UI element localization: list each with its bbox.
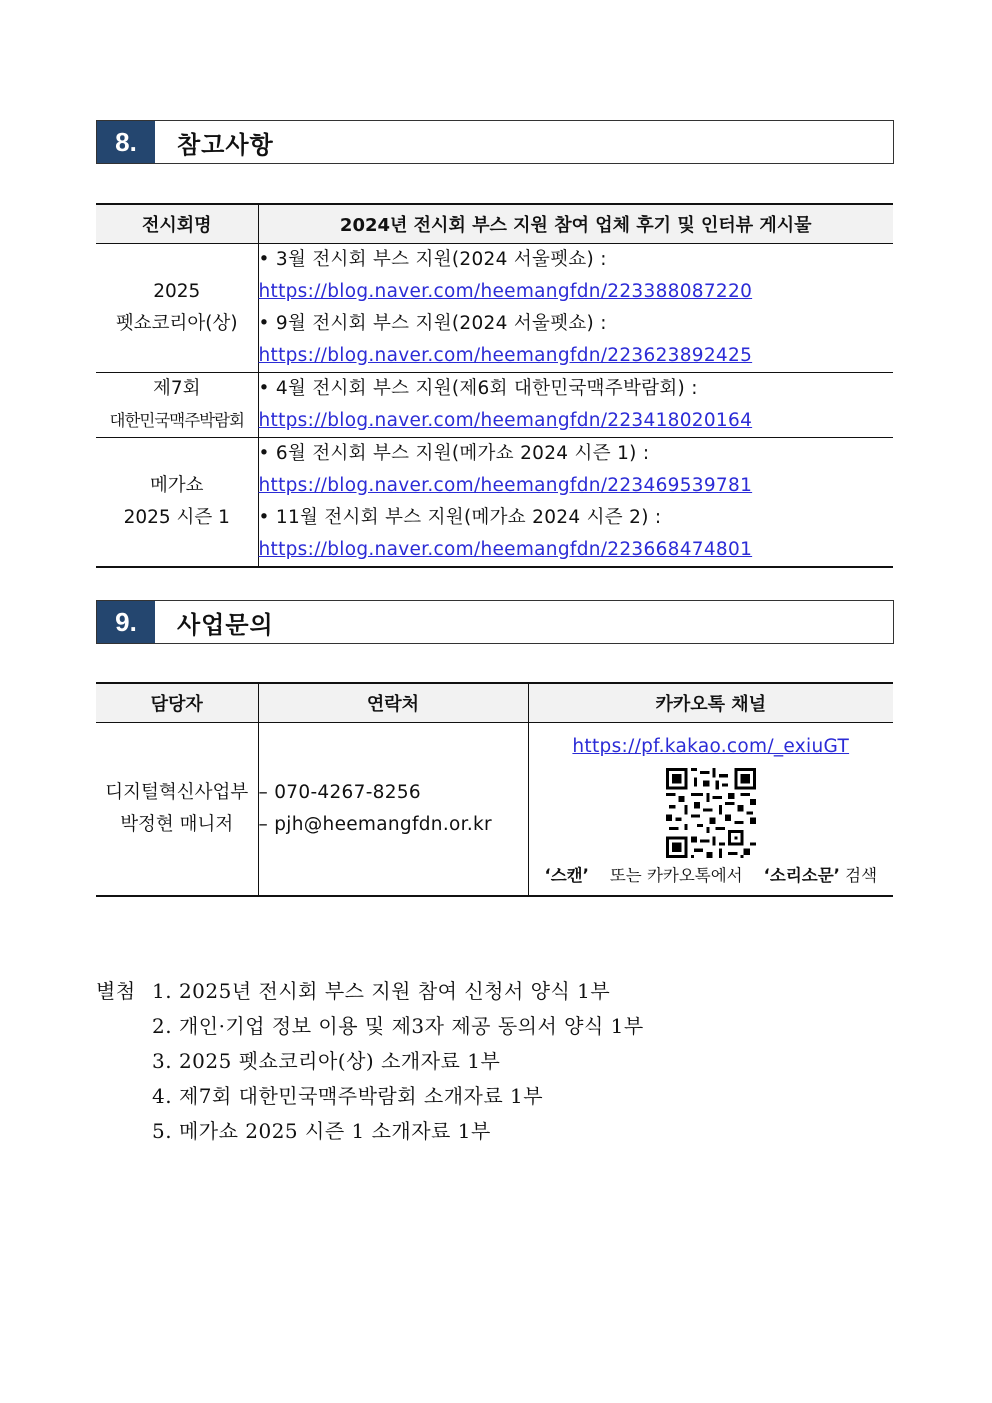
blog-link[interactable]: https://blog.naver.com/heemangfdn/223469539781 xyxy=(258,475,753,496)
table-header-row xyxy=(96,683,893,723)
scan-middle-text: 또는 카카오톡에서 xyxy=(609,865,743,885)
attachment-item xyxy=(96,974,644,1009)
attachment-item xyxy=(96,1114,644,1149)
section-8-number: 8. xyxy=(97,121,155,163)
reference-table xyxy=(96,203,893,568)
exhibition-name-line: 메가쇼 xyxy=(149,475,204,496)
posts-cell xyxy=(258,244,893,373)
header-kakao-channel: 카카오톡 채널 xyxy=(528,683,893,723)
exhibition-name-line: 제7회 xyxy=(152,378,201,399)
kakao-channel-link[interactable]: https://pf.kakao.com/_exiuGT xyxy=(572,735,850,757)
qr-code-icon[interactable] xyxy=(666,768,756,858)
header-posts: 2024년 전시회 부스 지원 참여 업체 후기 및 인터뷰 게시물 xyxy=(258,204,893,244)
section-8-heading xyxy=(96,120,894,164)
table-row xyxy=(96,723,893,896)
blog-link[interactable]: https://blog.naver.com/heemangfdn/223388087220 xyxy=(258,281,753,302)
table-row xyxy=(96,438,893,568)
attachment-text: 2. 개인·기업 정보 이용 및 제3자 제공 동의서 양식 1부 xyxy=(152,1014,644,1038)
attachment-item xyxy=(96,1009,644,1044)
department: 디지털혁신사업부 xyxy=(105,781,249,803)
post-description: • 6월 전시회 부스 지원(메가쇼 2024 시즌 1) : xyxy=(258,443,650,464)
attachments-label: 별첨 xyxy=(96,979,136,1003)
exhibition-name-cell xyxy=(96,244,258,373)
header-contact: 연락처 xyxy=(258,683,528,723)
table-row xyxy=(96,373,893,438)
search-text: 검색 xyxy=(845,865,878,885)
post-description: • 9월 전시회 부스 지원(2024 서울펫쇼) : xyxy=(258,313,607,334)
attachments-list xyxy=(96,974,644,1149)
manager-name: 박정현 매니저 xyxy=(120,813,234,835)
blog-link[interactable]: https://blog.naver.com/heemangfdn/223623892425 xyxy=(258,345,753,366)
exhibition-name-line: 대한민국맥주박람회 xyxy=(109,411,244,430)
scan-quote: ‘스캔’ xyxy=(544,865,589,885)
exhibition-name-line: 2025 시즌 1 xyxy=(123,507,230,528)
contact-table xyxy=(96,682,893,897)
blog-link[interactable]: https://blog.naver.com/heemangfdn/223668474801 xyxy=(258,539,753,560)
exhibition-name-line: 2025 xyxy=(153,281,201,302)
attachment-item xyxy=(96,1079,644,1114)
section-9-number: 9. xyxy=(97,601,155,643)
section-9-title: 사업문의 xyxy=(177,610,274,639)
attachment-text: 4. 제7회 대한민국맥주박람회 소개자료 1부 xyxy=(152,1084,544,1108)
exhibition-name-cell xyxy=(96,373,258,438)
attachment-text: 5. 메가쇼 2025 시즌 1 소개자료 1부 xyxy=(152,1119,491,1143)
attachment-item xyxy=(96,1044,644,1079)
section-9-heading xyxy=(96,600,894,644)
section-8-title: 참고사항 xyxy=(177,130,274,159)
header-person: 담당자 xyxy=(96,683,258,723)
header-exhibition-name: 전시회명 xyxy=(96,204,258,244)
phone-number: – 070-4267-8256 xyxy=(258,781,421,803)
kakao-cell xyxy=(528,723,893,896)
contact-cell xyxy=(258,723,528,896)
posts-cell xyxy=(258,438,893,568)
post-description: • 3월 전시회 부스 지원(2024 서울펫쇼) : xyxy=(258,249,607,270)
post-description: • 4월 전시회 부스 지원(제6회 대한민국맥주박람회) : xyxy=(258,378,698,399)
kakao-scan-instruction xyxy=(529,862,894,886)
channel-name-quote: ‘소리소문’ xyxy=(763,865,840,885)
table-header-row xyxy=(96,204,893,244)
attachment-text: 3. 2025 펫쇼코리아(상) 소개자료 1부 xyxy=(152,1049,501,1073)
post-description: • 11월 전시회 부스 지원(메가쇼 2024 시즌 2) : xyxy=(258,507,662,528)
exhibition-name-line: 펫쇼코리아(상) xyxy=(115,313,238,334)
table-row xyxy=(96,244,893,373)
email-address[interactable]: – pjh@heemangfdn.or.kr xyxy=(258,813,492,835)
exhibition-name-cell xyxy=(96,438,258,568)
person-cell xyxy=(96,723,258,896)
attachment-text: 1. 2025년 전시회 부스 지원 참여 신청서 양식 1부 xyxy=(152,979,611,1003)
posts-cell xyxy=(258,373,893,438)
blog-link[interactable]: https://blog.naver.com/heemangfdn/223418020164 xyxy=(258,410,753,431)
